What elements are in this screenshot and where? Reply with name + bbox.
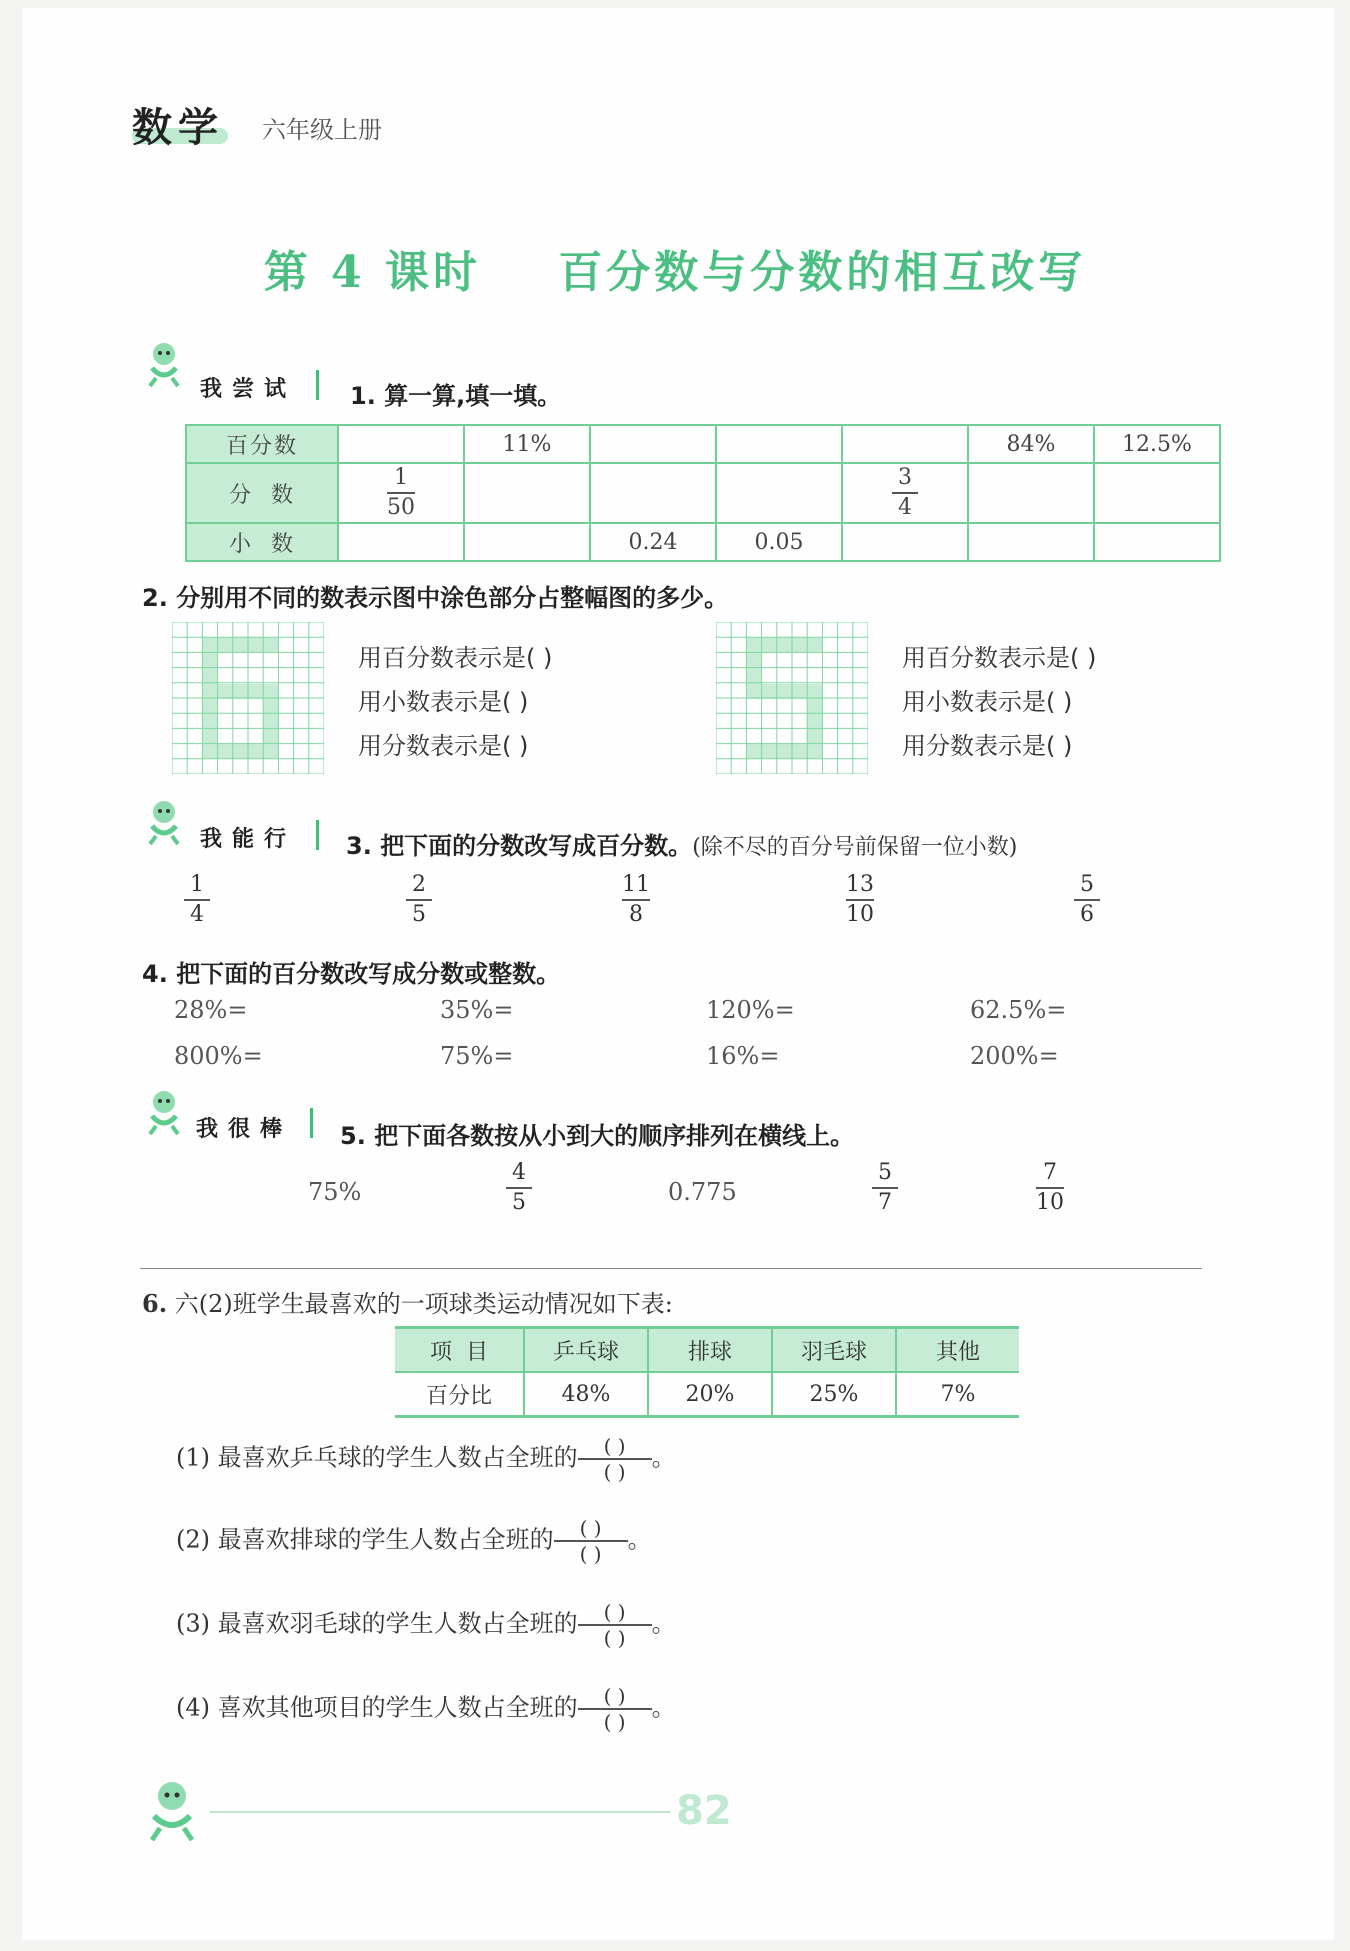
q4-item: 75%= [440,1042,514,1070]
cell-percent-3[interactable] [716,425,842,463]
q3-fraction-4: $\frac{13}{10}$ [846,872,874,927]
table-cell: 25% [772,1372,896,1417]
table-header: 排球 [648,1328,772,1373]
q4-prompt: 4. 把下面的百分数改写成分数或整数。 [142,960,561,988]
q4-item: 28%= [174,996,248,1024]
mascot-icon [142,796,186,846]
cell-decimal-6[interactable] [1094,523,1220,561]
cell-fraction-4[interactable] [842,463,968,523]
table-header: 乒乓球 [524,1328,648,1373]
cell-fraction-3[interactable] [716,463,842,523]
q4-item: 120%= [706,996,795,1024]
row-label-percent: 百分数 [186,425,338,463]
grid1-percent-line: 用百分数表示是( ) [358,644,553,672]
cell-fraction-5[interactable] [968,463,1094,523]
row-label: 百分比 [425,1383,492,1409]
row-label-decimal: 小 数 [186,523,338,561]
q4-item: 16%= [706,1042,780,1070]
q6-sub-1: (1) 最喜欢乒乓球的学生人数占全班的 ( ) ( ) 。 [176,1434,676,1484]
answer-blank[interactable]: ( ) ( ) [578,1686,652,1732]
q5-item: $\frac{4}{5}$ [506,1160,532,1216]
q1-table [185,424,1221,562]
q6-sub-4: (4) 喜欢其他项目的学生人数占全班的 ( ) ( ) 。 [176,1684,676,1734]
grid2-decimal-line: 用小数表示是( ) [902,688,1073,716]
cell-fraction-2[interactable] [590,463,716,523]
grid2-percent-line: 用百分数表示是( ) [902,644,1097,672]
q5-item: $\frac{5}{7}$ [872,1160,898,1216]
q5-item: 75% [308,1178,362,1206]
grid1-fraction-line: 用分数表示是( ) [358,732,529,760]
table-cell: 48% [524,1372,648,1417]
badge-divider [316,370,319,400]
fraction: $\frac{3}{4}$ [892,465,918,521]
q1-prompt: 1. 算一算,填一填。 [350,382,562,410]
cell-percent-0[interactable] [338,425,464,463]
badge-divider [310,1108,313,1138]
badge-divider [316,820,319,850]
cell-percent-4[interactable] [842,425,968,463]
q6-table [395,1326,1019,1418]
footer-line [210,1811,670,1813]
q2-prompt: 2. 分别用不同的数表示图中涂色部分占整幅图的多少。 [142,584,729,612]
q4-item: 200%= [970,1042,1059,1070]
row-label-fraction: 分 数 [186,463,338,523]
shaded-grid-2 [716,622,868,774]
cell-decimal-2[interactable]: 0.24 [590,523,716,561]
q5-item: 0.775 [668,1178,737,1206]
grade-label: 六年级上册 [262,116,382,144]
q4-item: 62.5%= [970,996,1067,1024]
q4-item: 800%= [174,1042,263,1070]
cell-percent-6[interactable]: 12.5% [1094,425,1220,463]
cell-decimal-0[interactable] [338,523,464,561]
section-badge-can: 我能行 [200,827,297,852]
cell-fraction-6[interactable] [1094,463,1220,523]
answer-blank[interactable]: ( ) ( ) [554,1518,628,1564]
shaded-grid-1 [172,622,324,774]
cell-percent-2[interactable] [590,425,716,463]
lesson-title: 第 4 课时 百分数与分数的相互改写 [263,247,1087,298]
section-badge-try: 我尝试 [200,377,297,402]
grid1-decimal-line: 用小数表示是( ) [358,688,529,716]
cell-decimal-3[interactable]: 0.05 [716,523,842,561]
q6-prompt: 6. 六(2)班学生最喜欢的一项球类运动情况如下表: [142,1289,673,1318]
answer-blank[interactable]: ( ) ( ) [578,1602,652,1648]
table-cell: 7% [896,1372,1019,1417]
mascot-icon [142,1086,186,1136]
table-header: 其他 [896,1328,1019,1373]
q6-sub-3: (3) 最喜欢羽毛球的学生人数占全班的 ( ) ( ) 。 [176,1600,676,1650]
cell-fraction-0[interactable] [338,463,464,523]
page-number: 82 [676,1788,732,1834]
q3-fraction-2: $\frac{2}{5}$ [406,872,432,928]
section-badge-great: 我很棒 [196,1117,293,1142]
q3-fraction-3: $\frac{11}{8}$ [622,872,650,927]
table-cell: 20% [648,1372,772,1417]
answer-line[interactable] [140,1268,1202,1269]
cell-decimal-1[interactable] [464,523,590,561]
cell-decimal-4[interactable] [842,523,968,561]
cell-percent-5[interactable]: 84% [968,425,1094,463]
q3-prompt: 3. 把下面的分数改写成百分数。(除不尽的百分号前保留一位小数) [346,832,1018,860]
table-header: 项 目 [395,1328,524,1373]
subject-title: 数学 [132,105,224,151]
cell-percent-1[interactable]: 11% [464,425,590,463]
grid2-fraction-line: 用分数表示是( ) [902,732,1073,760]
q3-fraction-1: $\frac{1}{4}$ [184,872,210,928]
q4-item: 35%= [440,996,514,1024]
cell-decimal-5[interactable] [968,523,1094,561]
mascot-icon [142,338,186,388]
fraction: $\frac{1}{50}$ [387,465,415,520]
q6-sub-2: (2) 最喜欢排球的学生人数占全班的 ( ) ( ) 。 [176,1516,652,1566]
cell-fraction-1[interactable] [464,463,590,523]
q5-prompt: 5. 把下面各数按从小到大的顺序排列在横线上。 [340,1122,855,1150]
q5-item: $\frac{7}{10}$ [1036,1160,1064,1215]
footer-mascot-icon [142,1776,202,1842]
table-header: 羽毛球 [772,1328,896,1373]
answer-blank[interactable]: ( ) ( ) [578,1436,652,1482]
q3-fraction-5: $\frac{5}{6}$ [1074,872,1100,928]
